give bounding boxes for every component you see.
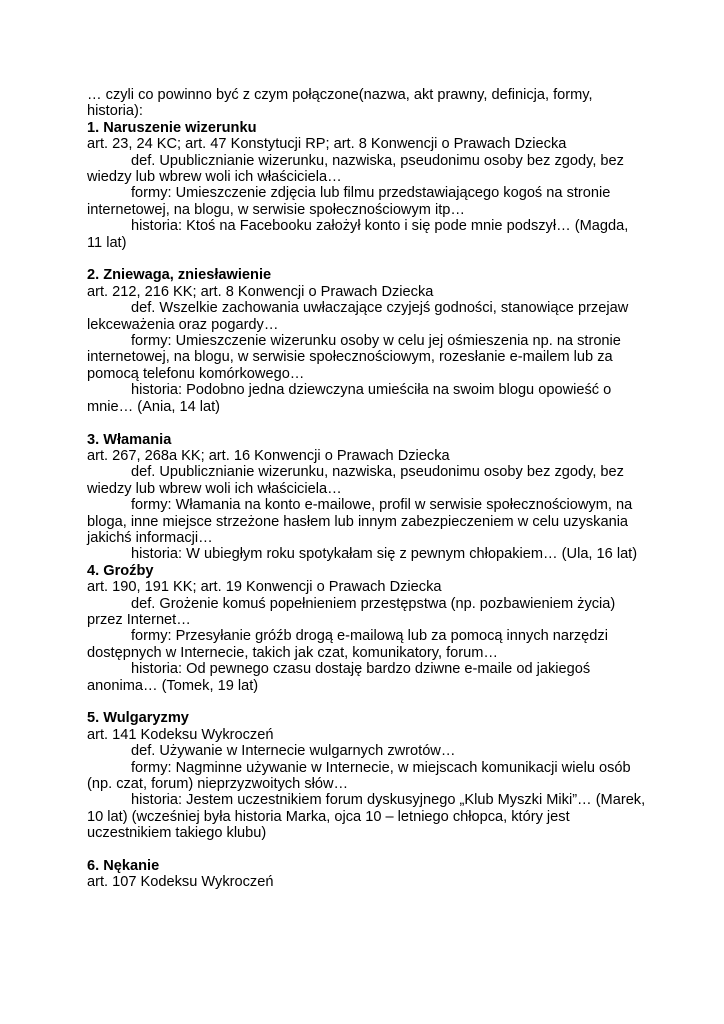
section-harassment [87,858,647,891]
legal-basis: art. 23, 24 KC; art. 47 Konstytucji RP; art. 8 Konwencji o Prawach Dziecka [87,136,567,153]
forms: formy: Nagminne używanie w Internecie, w miejscach komunikacji wielu osób (np. czat, forum) nieprzyzwoitych słów… [87,759,631,793]
section-insult-defamation [87,267,647,415]
section-heading: 5. Wulgaryzmy [87,710,189,727]
story: historia: Jestem uczestnikiem forum dyskusyjnego „Klub Myszki Miki”… (Marek, 10 lat) (wcześniej była historia Marka, ojca 10 – letniego chłopca, który jest uczestnikiem takiego klubu) [87,792,646,842]
legal-basis: art. 267, 268a KK; art. 16 Konwencji o Prawach Dziecka [87,447,450,464]
legal-basis: art. 141 Kodeksu Wykroczeń [87,726,274,743]
document-page [87,87,647,891]
section-heading: 6. Nękanie [87,858,160,875]
intro-text: … czyli co powinno być z czym połączone(nazwa, akt prawny, definicja, formy, historia): [87,87,593,120]
section-heading: 3. Włamania [87,431,172,448]
forms: formy: Umieszczenie wizerunku osoby w celu jej ośmieszenia np. na stronie internetowej, na blogu, w serwisie społecznościowym, rozesłanie e-mailem lub za pomocą telefonu komórkowego… [87,333,621,382]
legal-basis: art. 190, 191 KK; art. 19 Konwencji o Prawach Dziecka [87,579,442,596]
section-heading: 2. Zniewaga, zniesławienie [87,267,272,284]
legal-basis: art. 107 Kodeksu Wykroczeń [87,874,274,891]
legal-basis: art. 212, 216 KK; art. 8 Konwencji o Prawach Dziecka [87,283,434,300]
section-threats [87,563,647,694]
story: historia: Ktoś na Facebooku założył konto i się pode mnie podszył… (Magda, 11 lat) [87,218,629,251]
definition: def. Grożenie komuś popełnieniem przestępstwa (np. pozbawieniem życia) przez Internet… [87,595,616,628]
forms: formy: Włamania na konto e-mailowe, profil w serwisie społecznościowym, na bloga, inne miejsce strzeżone hasłem lub innym zabezpieczeniem w celu uzyskania jakichś informacji… [87,497,633,546]
story: historia: Podobno jedna dziewczyna umieściła na swoim blogu opowieść o mnie… (Ania, 14 lat) [87,382,612,415]
section-break-ins [87,432,647,563]
section-image-violation [87,120,647,251]
definition: def. Używanie w Internecie wulgarnych zwrotów… [131,743,456,760]
definition: def. Upublicznianie wizerunku, nazwiska, pseudonimu osoby bez zgody, bez wiedzy lub wbrew woli ich właściciela… [87,464,624,497]
forms: formy: Przesyłanie gróźb drogą e-mailową lub za pomocą innych narzędzi dostępnych w Internecie, takich jak czat, komunikatory, forum… [87,628,608,661]
definition: def. Wszelkie zachowania uwłaczające czyjejś godności, stanowiące przejaw lekceważenia oraz pogardy… [87,300,629,333]
forms: formy: Umieszczenie zdjęcia lub filmu przedstawiającego kogoś na stronie internetowej, na blogu, w serwisie społecznościowym itp… [87,185,611,218]
section-heading: 4. Groźby [87,562,154,579]
story: historia: W ubiegłym roku spotykałam się z pewnym chłopakiem… (Ula, 16 lat) [131,546,638,563]
section-heading: 1. Naruszenie wizerunku [87,119,257,136]
story: historia: Od pewnego czasu dostaję bardzo dziwne e-maile od jakiegoś anonima… (Tomek, 19 lat) [87,661,591,694]
section-vulgarisms [87,710,647,841]
definition: def. Upublicznianie wizerunku, nazwiska, pseudonimu osoby bez zgody, bez wiedzy lub wbrew woli ich właściciela… [87,152,624,186]
